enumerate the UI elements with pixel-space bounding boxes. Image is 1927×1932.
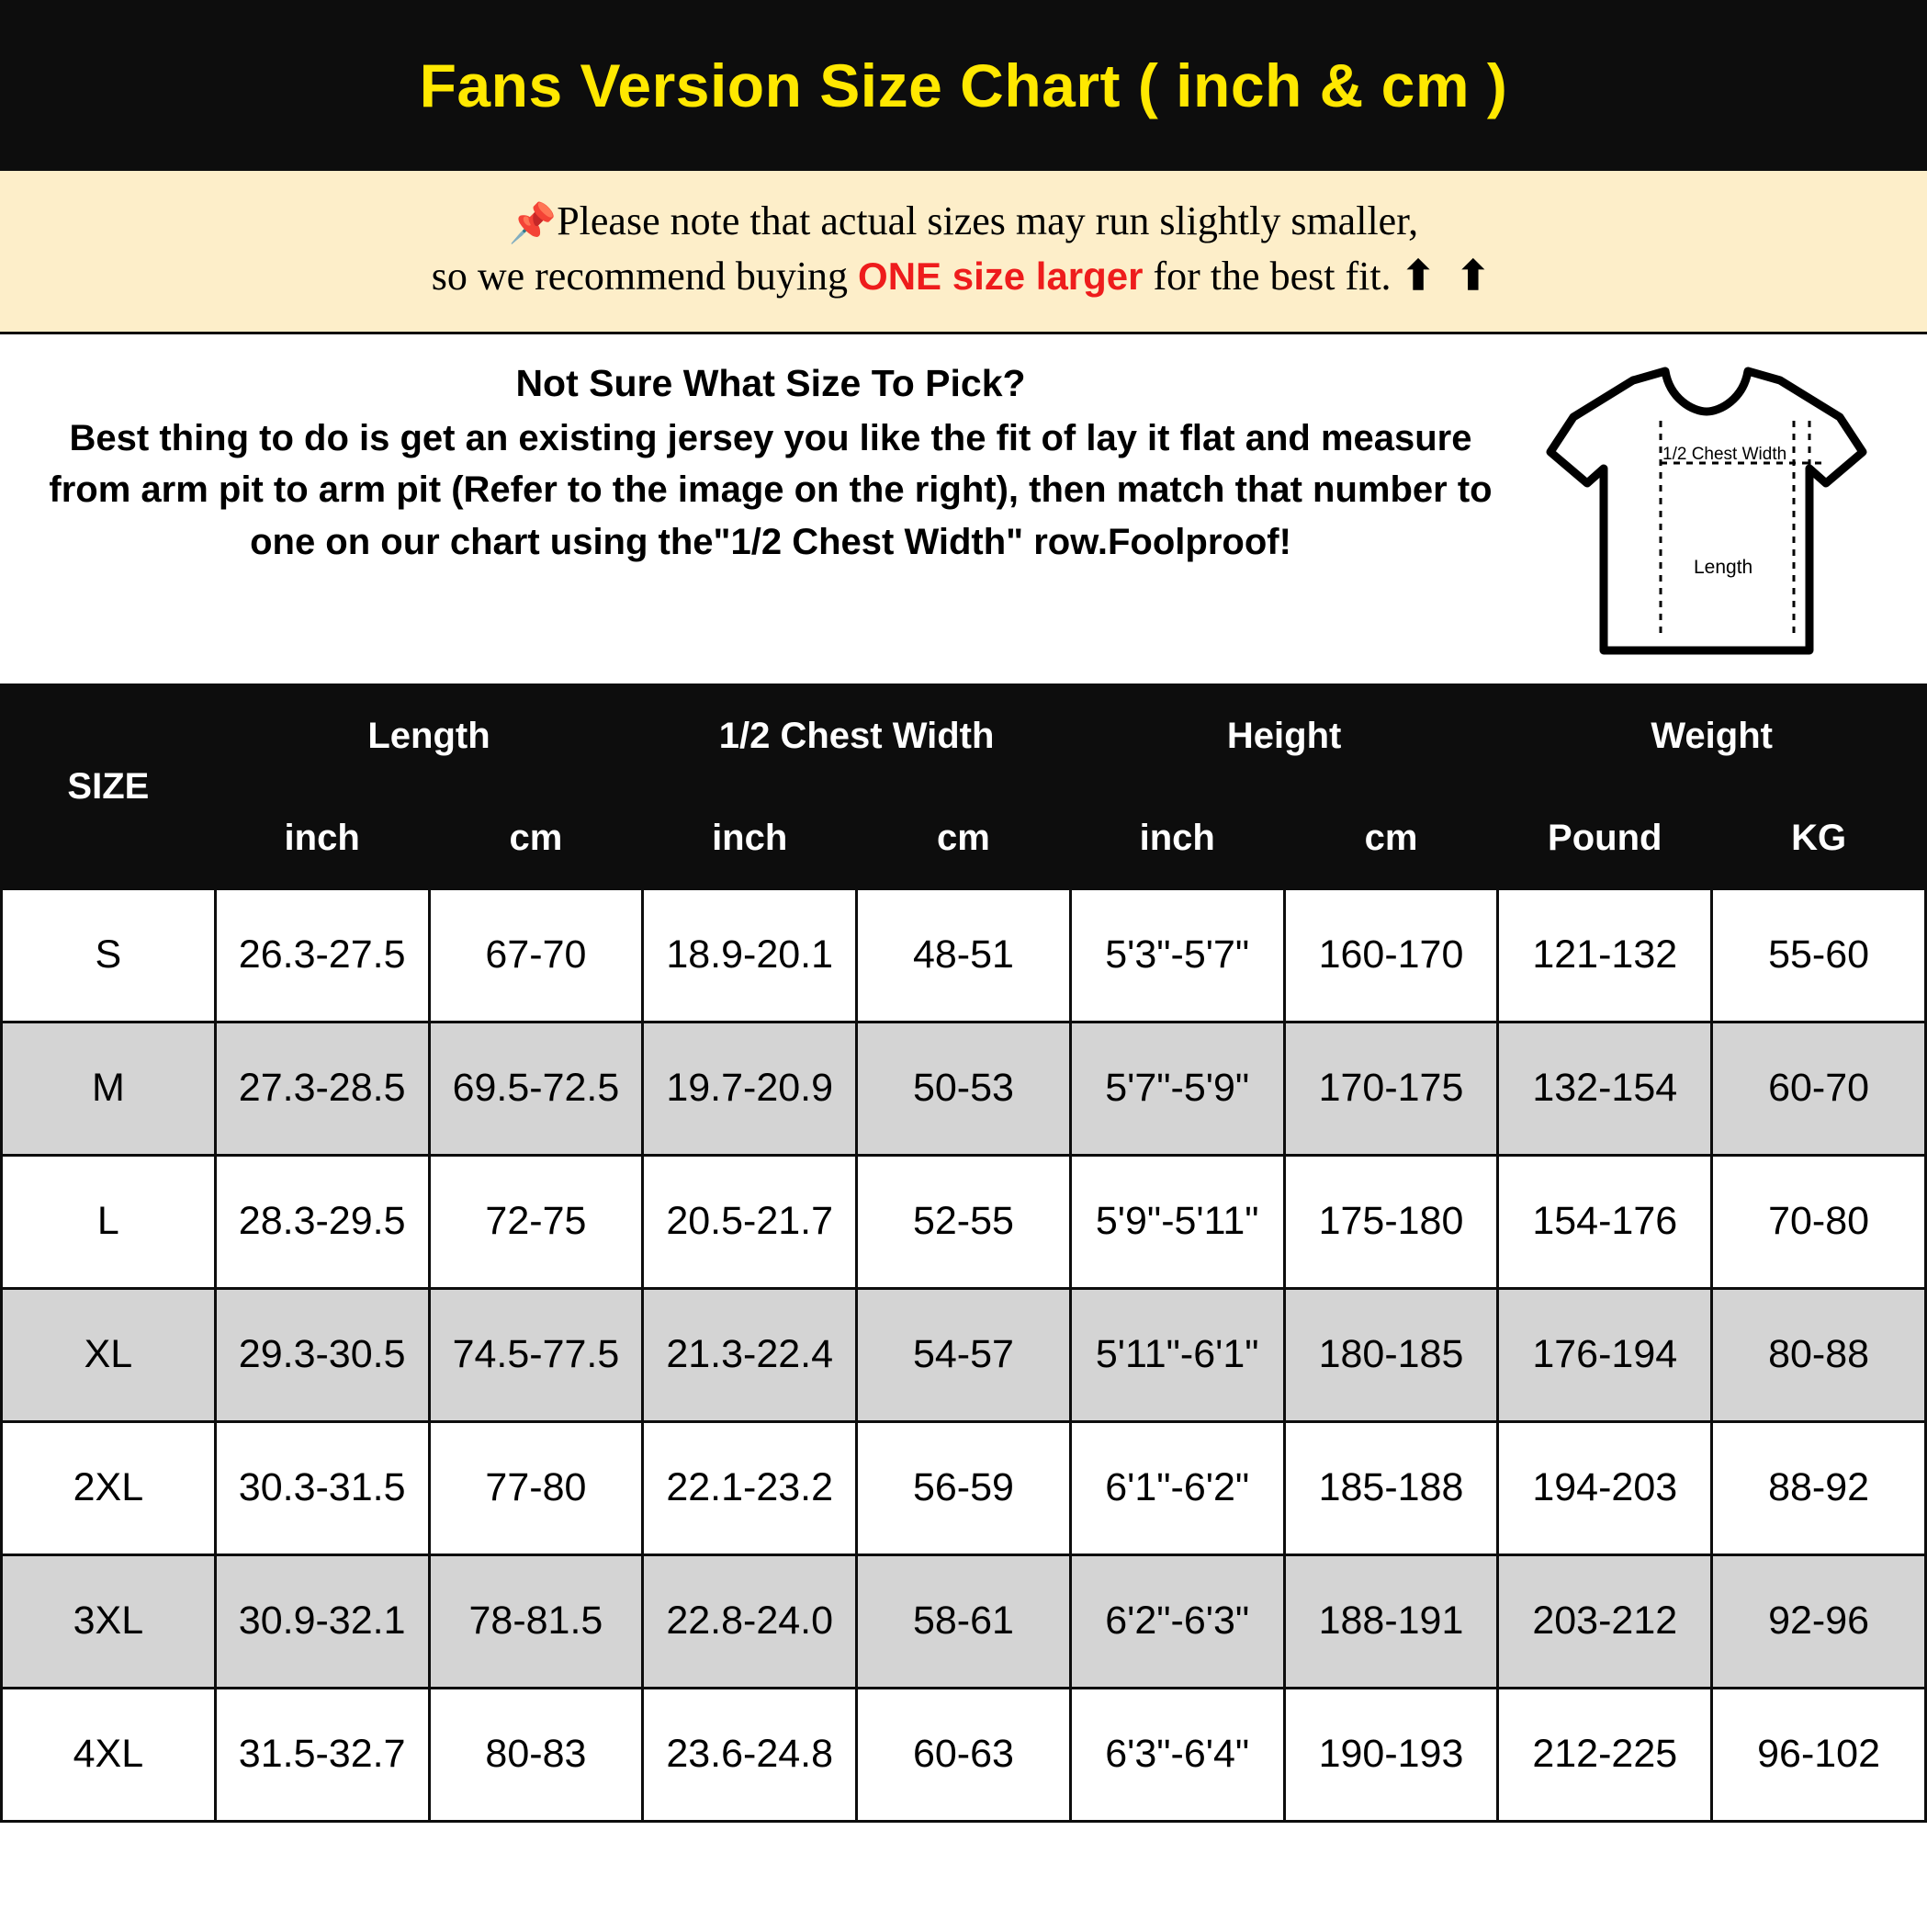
cell-weight-pound: 121-132 bbox=[1498, 888, 1712, 1022]
cell-height-cm: 175-180 bbox=[1284, 1155, 1498, 1288]
help-section bbox=[0, 334, 1927, 684]
unit-height-cm: cm bbox=[1284, 788, 1498, 888]
cell-size: 3XL bbox=[2, 1554, 216, 1688]
cell-height-inch: 5'11"-6'1" bbox=[1070, 1288, 1284, 1421]
cell-weight-kg: 92-96 bbox=[1712, 1554, 1926, 1688]
size-table bbox=[0, 684, 1927, 1823]
cell-chest-inch: 22.1-23.2 bbox=[643, 1421, 857, 1554]
cell-height-inch: 6'3"-6'4" bbox=[1070, 1688, 1284, 1821]
note-line-2 bbox=[37, 250, 1890, 303]
table-body bbox=[2, 888, 1926, 1821]
cell-weight-pound: 203-212 bbox=[1498, 1554, 1712, 1688]
unit-chest-cm: cm bbox=[857, 788, 1071, 888]
unit-length-inch: inch bbox=[215, 788, 429, 888]
length-label: Length bbox=[1694, 556, 1753, 578]
cell-chest-inch: 23.6-24.8 bbox=[643, 1688, 857, 1821]
cell-weight-kg: 70-80 bbox=[1712, 1155, 1926, 1288]
cell-height-inch: 6'1"-6'2" bbox=[1070, 1421, 1284, 1554]
cell-chest-cm: 58-61 bbox=[857, 1554, 1071, 1688]
cell-weight-pound: 176-194 bbox=[1498, 1288, 1712, 1421]
page-title: Fans Version Size Chart ( inch & cm ) bbox=[419, 51, 1508, 119]
table-row bbox=[2, 1421, 1926, 1554]
cell-chest-inch: 18.9-20.1 bbox=[643, 888, 857, 1022]
unit-length-cm: cm bbox=[429, 788, 643, 888]
cell-length-cm: 77-80 bbox=[429, 1421, 643, 1554]
cell-height-cm: 160-170 bbox=[1284, 888, 1498, 1022]
cell-chest-inch: 21.3-22.4 bbox=[643, 1288, 857, 1421]
cell-size: 2XL bbox=[2, 1421, 216, 1554]
column-group-height: Height bbox=[1070, 684, 1498, 788]
cell-length-inch: 28.3-29.5 bbox=[215, 1155, 429, 1288]
help-text-block bbox=[28, 355, 1514, 569]
column-group-chest-width: 1/2 Chest Width bbox=[643, 684, 1071, 788]
chest-width-label: 1/2 Chest Width bbox=[1662, 444, 1787, 464]
table-row bbox=[2, 1554, 1926, 1688]
cell-length-inch: 26.3-27.5 bbox=[215, 888, 429, 1022]
cell-chest-cm: 54-57 bbox=[857, 1288, 1071, 1421]
cell-length-cm: 80-83 bbox=[429, 1688, 643, 1821]
cell-chest-cm: 48-51 bbox=[857, 888, 1071, 1022]
unit-weight-kg: KG bbox=[1712, 788, 1926, 888]
group-header-row bbox=[2, 684, 1926, 788]
table-row bbox=[2, 1288, 1926, 1421]
cell-weight-kg: 96-102 bbox=[1712, 1688, 1926, 1821]
cell-length-cm: 69.5-72.5 bbox=[429, 1022, 643, 1155]
cell-height-cm: 190-193 bbox=[1284, 1688, 1498, 1821]
cell-chest-inch: 19.7-20.9 bbox=[643, 1022, 857, 1155]
note-emphasis: ONE size larger bbox=[858, 254, 1144, 299]
cell-weight-kg: 60-70 bbox=[1712, 1022, 1926, 1155]
table-row bbox=[2, 1688, 1926, 1821]
cell-height-inch: 6'2"-6'3" bbox=[1070, 1554, 1284, 1688]
cell-size: 4XL bbox=[2, 1688, 216, 1821]
cell-size: L bbox=[2, 1155, 216, 1288]
cell-length-cm: 72-75 bbox=[429, 1155, 643, 1288]
cell-chest-inch: 22.8-24.0 bbox=[643, 1554, 857, 1688]
cell-chest-cm: 60-63 bbox=[857, 1688, 1071, 1821]
unit-chest-inch: inch bbox=[643, 788, 857, 888]
cell-height-cm: 170-175 bbox=[1284, 1022, 1498, 1155]
cell-weight-kg: 80-88 bbox=[1712, 1288, 1926, 1421]
tshirt-diagram bbox=[1514, 355, 1899, 667]
tshirt-icon bbox=[1523, 364, 1890, 667]
note-text-2-pre: so we recommend buying bbox=[431, 254, 859, 299]
cell-size: S bbox=[2, 888, 216, 1022]
cell-length-inch: 30.3-31.5 bbox=[215, 1421, 429, 1554]
cell-length-inch: 29.3-30.5 bbox=[215, 1288, 429, 1421]
unit-height-inch: inch bbox=[1070, 788, 1284, 888]
table-row bbox=[2, 1022, 1926, 1155]
cell-length-cm: 67-70 bbox=[429, 888, 643, 1022]
help-title: Not Sure What Size To Pick? bbox=[515, 361, 1026, 404]
table-row bbox=[2, 888, 1926, 1022]
note-band bbox=[0, 171, 1927, 334]
cell-chest-cm: 56-59 bbox=[857, 1421, 1071, 1554]
table-row bbox=[2, 1155, 1926, 1288]
cell-weight-kg: 55-60 bbox=[1712, 888, 1926, 1022]
title-bar bbox=[0, 0, 1927, 171]
note-text-1: Please note that actual sizes may run slightly smaller, bbox=[557, 198, 1419, 243]
note-text-2-post: for the best fit. bbox=[1143, 254, 1402, 299]
cell-weight-kg: 88-92 bbox=[1712, 1421, 1926, 1554]
table-head bbox=[2, 684, 1926, 888]
cell-height-inch: 5'3"-5'7" bbox=[1070, 888, 1284, 1022]
pin-icon: 📌 bbox=[508, 203, 558, 245]
cell-chest-cm: 52-55 bbox=[857, 1155, 1071, 1288]
cell-length-inch: 31.5-32.7 bbox=[215, 1688, 429, 1821]
column-group-length: Length bbox=[215, 684, 643, 788]
cell-size: XL bbox=[2, 1288, 216, 1421]
cell-weight-pound: 194-203 bbox=[1498, 1421, 1712, 1554]
cell-size: M bbox=[2, 1022, 216, 1155]
cell-height-inch: 5'9"-5'11" bbox=[1070, 1155, 1284, 1288]
up-arrows-icon: ⬆ ⬆ bbox=[1401, 254, 1496, 299]
cell-length-inch: 30.9-32.1 bbox=[215, 1554, 429, 1688]
cell-length-cm: 74.5-77.5 bbox=[429, 1288, 643, 1421]
cell-weight-pound: 212-225 bbox=[1498, 1688, 1712, 1821]
unit-header-row bbox=[2, 788, 1926, 888]
column-header-size: SIZE bbox=[2, 684, 216, 888]
cell-height-cm: 180-185 bbox=[1284, 1288, 1498, 1421]
cell-height-cm: 185-188 bbox=[1284, 1421, 1498, 1554]
help-body: Best thing to do is get an existing jersey you like the fit of lay it flat and measure from arm pit to arm pit (Refer to the image on the right), then match that number to one on our chart using the"1/2 Chest Width" row.Foolproof! bbox=[49, 417, 1493, 563]
cell-height-inch: 5'7"-5'9" bbox=[1070, 1022, 1284, 1155]
cell-length-inch: 27.3-28.5 bbox=[215, 1022, 429, 1155]
cell-length-cm: 78-81.5 bbox=[429, 1554, 643, 1688]
cell-chest-cm: 50-53 bbox=[857, 1022, 1071, 1155]
unit-weight-pound: Pound bbox=[1498, 788, 1712, 888]
column-group-weight: Weight bbox=[1498, 684, 1926, 788]
note-line-1 bbox=[37, 195, 1890, 250]
cell-weight-pound: 132-154 bbox=[1498, 1022, 1712, 1155]
cell-weight-pound: 154-176 bbox=[1498, 1155, 1712, 1288]
cell-chest-inch: 20.5-21.7 bbox=[643, 1155, 857, 1288]
cell-height-cm: 188-191 bbox=[1284, 1554, 1498, 1688]
